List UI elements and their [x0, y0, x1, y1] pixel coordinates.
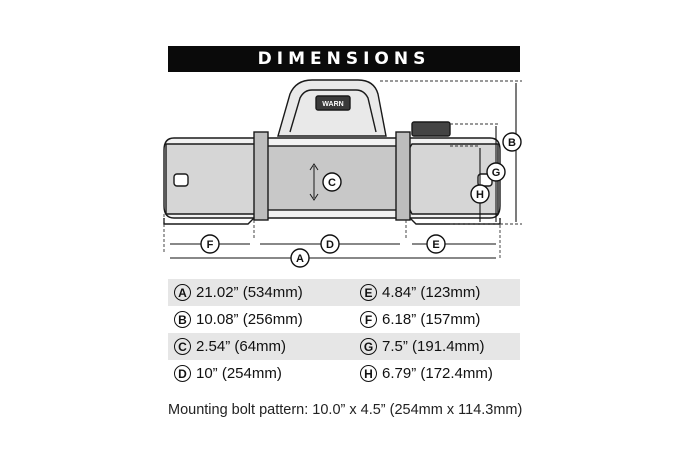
spec-letter-badge: C [174, 338, 191, 355]
spec-value: 10.08” (256mm) [196, 311, 303, 328]
dim-label-b: B [508, 137, 516, 149]
spec-value: 10” (254mm) [196, 365, 282, 382]
spec-letter-badge: E [360, 284, 377, 301]
spec-value: 7.5” (191.4mm) [382, 338, 485, 355]
logo-text: WARN [322, 101, 344, 108]
spec-value: 4.84” (123mm) [382, 284, 481, 301]
spec-value: 2.54” (64mm) [196, 338, 287, 355]
spec-letter-badge: G [360, 338, 377, 355]
dim-label-e: E [432, 239, 440, 251]
spec-row [168, 279, 520, 306]
spec-cell [168, 284, 344, 301]
spec-letter-badge: D [174, 365, 191, 382]
spec-cell [168, 338, 344, 355]
dim-label-g: G [491, 167, 501, 179]
spec-cell [168, 365, 344, 382]
spec-letter-badge: H [360, 365, 377, 382]
spec-cell [168, 311, 344, 328]
spec-letter-badge: B [174, 311, 191, 328]
spec-cell [344, 365, 520, 382]
page-title: DIMENSIONS [257, 49, 431, 69]
dim-label-c: C [328, 177, 336, 189]
spec-cell [344, 284, 520, 301]
title-banner [168, 46, 520, 72]
dim-label-d: D [326, 239, 334, 251]
spec-row [168, 306, 520, 333]
specs-table [168, 279, 520, 387]
spec-row [168, 360, 520, 387]
dim-label-h: H [476, 189, 484, 201]
spec-value: 21.02” (534mm) [196, 284, 303, 301]
dim-label-a: A [296, 253, 304, 265]
spec-cell [344, 311, 520, 328]
solenoid [412, 122, 450, 136]
spec-row [168, 333, 520, 360]
winch-dimension-drawing [150, 74, 540, 270]
spec-value: 6.79” (172.4mm) [382, 365, 493, 382]
spec-letter-badge: F [360, 311, 377, 328]
mounting-feet [164, 218, 500, 224]
mounting-bolt-footnote: Mounting bolt pattern: 10.0” x 4.5” (254mm x 114.3mm) [168, 402, 523, 418]
spec-cell [344, 338, 520, 355]
spec-letter-badge: A [174, 284, 191, 301]
spec-value: 6.18” (157mm) [382, 311, 481, 328]
dim-label-f: F [206, 239, 214, 251]
